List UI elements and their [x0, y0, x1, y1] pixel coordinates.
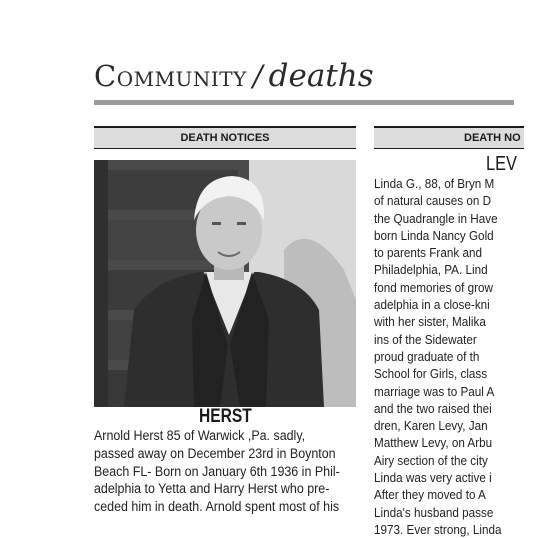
text-line: fond memories of grow — [374, 279, 494, 295]
obituary-photo — [94, 160, 356, 407]
text-line: Airy section of the city — [374, 452, 488, 468]
text-line: with her sister, Malika — [374, 314, 486, 330]
section-separator: / — [252, 59, 263, 93]
section-subtitle: deaths — [268, 58, 374, 94]
column-heading-left: DEATH NOTICES — [94, 126, 356, 149]
text-line: Beach FL- Born on January 6th 1936 in Phil- — [94, 463, 340, 479]
obituary-text-left — [94, 427, 356, 516]
text-line: born Linda Nancy Gold — [374, 227, 494, 243]
text-line: adelphia in a close-kni — [374, 297, 490, 313]
text-line: Matthew Levy, on Arbu — [374, 435, 493, 451]
text-line: passed away on December 23rd in Boynton — [94, 445, 336, 461]
obituary-text-right — [374, 175, 544, 538]
text-line: Linda was very active i — [374, 470, 492, 486]
text-line: ins of the Sidewater — [374, 331, 477, 347]
text-line: School for Girls, class — [374, 366, 488, 382]
text-line: Linda G., 88, of Bryn M — [374, 176, 495, 191]
text-line: proud graduate of th — [374, 348, 480, 364]
text-line: to parents Frank and — [374, 245, 482, 261]
text-line: ceded him in death. Arnold spent most of his — [94, 499, 340, 515]
header-rule — [94, 100, 514, 105]
deceased-name-left: HERST — [199, 406, 252, 427]
text-line: Linda's husband passe — [374, 504, 494, 520]
text-line: of natural causes on D — [374, 193, 492, 209]
text-line: adelphia to Yetta and Harry Herst who pre- — [94, 481, 330, 497]
deceased-name-right: LEV — [486, 153, 518, 175]
text-line: Arnold Herst 85 of Warwick ,Pa. sadly, — [94, 428, 306, 443]
text-line: marriage was to Paul A — [374, 383, 495, 399]
section-header — [94, 58, 534, 98]
text-line: and the two raised thei — [374, 400, 492, 416]
text-line: dren, Karen Levy, Jan — [374, 418, 488, 434]
column-heading-right: DEATH NO — [374, 126, 524, 149]
text-line: After they moved to A — [374, 487, 486, 503]
text-line: 1973. Ever strong, Linda — [374, 521, 502, 537]
text-line: Philadelphia, PA. Lind — [374, 262, 488, 278]
text-line: the Quadrangle in Have — [374, 210, 498, 226]
section-title: Community — [94, 59, 247, 93]
